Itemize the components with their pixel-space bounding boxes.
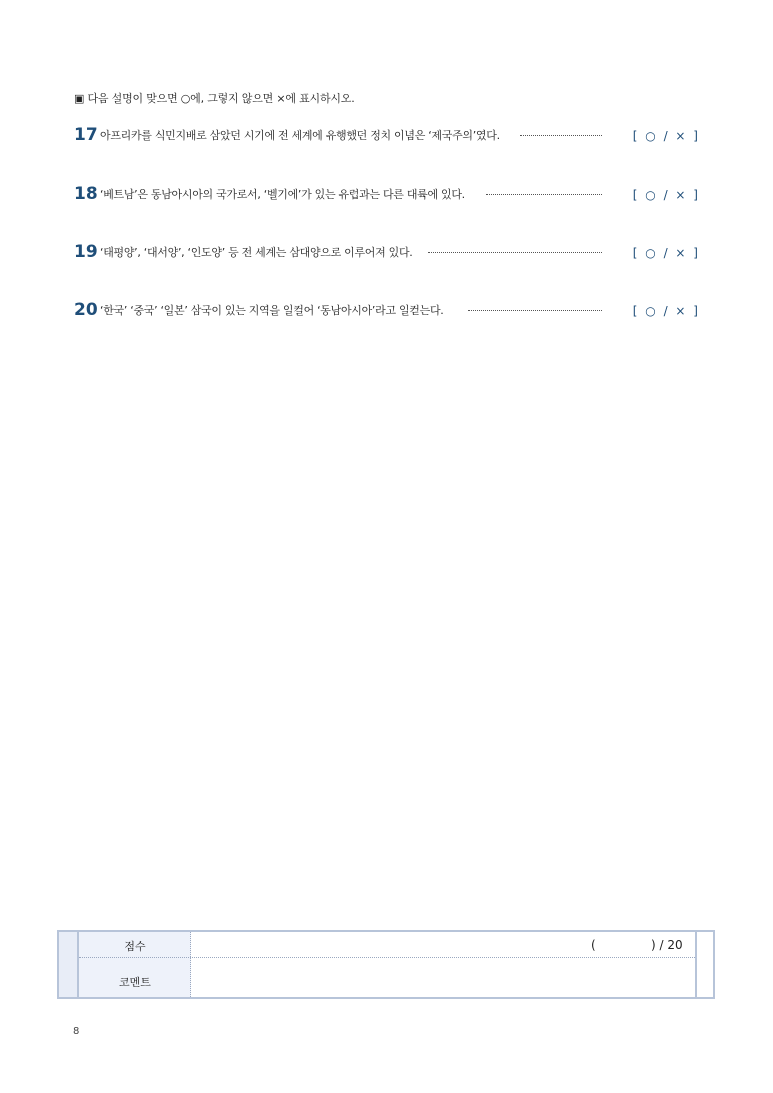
ox-answer-options[interactable]: [ ○ / × ]: [632, 129, 700, 143]
instruction-text: ▣ 다음 설명이 맞으면 ○에, 그렇지 않으면 ×에 표시하시오.: [74, 92, 355, 105]
ox-answer-options[interactable]: [ ○ / × ]: [632, 188, 700, 202]
question-18: [74, 183, 700, 205]
question-number: 19: [74, 242, 98, 262]
score-total: ) / 20: [651, 938, 683, 952]
question-20: [74, 299, 700, 321]
question-number: 20: [74, 300, 98, 320]
ox-answer-options[interactable]: [ ○ / × ]: [632, 304, 700, 318]
table-left-bar: [59, 932, 79, 997]
row-divider: [79, 957, 695, 958]
question-number: 18: [74, 184, 98, 204]
score-table: [57, 930, 715, 999]
score-label: 점수: [124, 940, 146, 953]
score-open-paren: (: [591, 938, 596, 952]
leader-dots: [486, 194, 602, 195]
question-text: ‘한국’ ‘중국’ ‘일본’ 삼국이 있는 지역을 일컬어 ‘동남아시아’라고 일컫는다.: [100, 304, 444, 317]
leader-dots: [468, 310, 602, 311]
question-number: 17: [74, 125, 98, 145]
page-number: 8: [73, 1026, 80, 1037]
leader-dots: [428, 252, 602, 253]
leader-dots: [520, 135, 602, 136]
question-text: 아프리카를 식민지배로 삼았던 시기에 전 세계에 유행했던 정치 이념은 ‘제국주의’였다.: [100, 129, 500, 142]
ox-answer-options[interactable]: [ ○ / × ]: [632, 246, 700, 260]
question-text: ‘베트남’은 동남아시아의 국가로서, ‘벨기에’가 있는 유럽과는 다른 대륙에 있다.: [100, 188, 465, 201]
comment-label: 코멘트: [119, 976, 151, 989]
question-17: [74, 124, 700, 146]
question-text: ‘태평양’, ‘대서양’, ‘인도양’ 등 전 세계는 삼대양으로 이루어져 있다.: [100, 246, 413, 259]
question-19: [74, 241, 700, 263]
table-right-bar: [695, 932, 713, 997]
